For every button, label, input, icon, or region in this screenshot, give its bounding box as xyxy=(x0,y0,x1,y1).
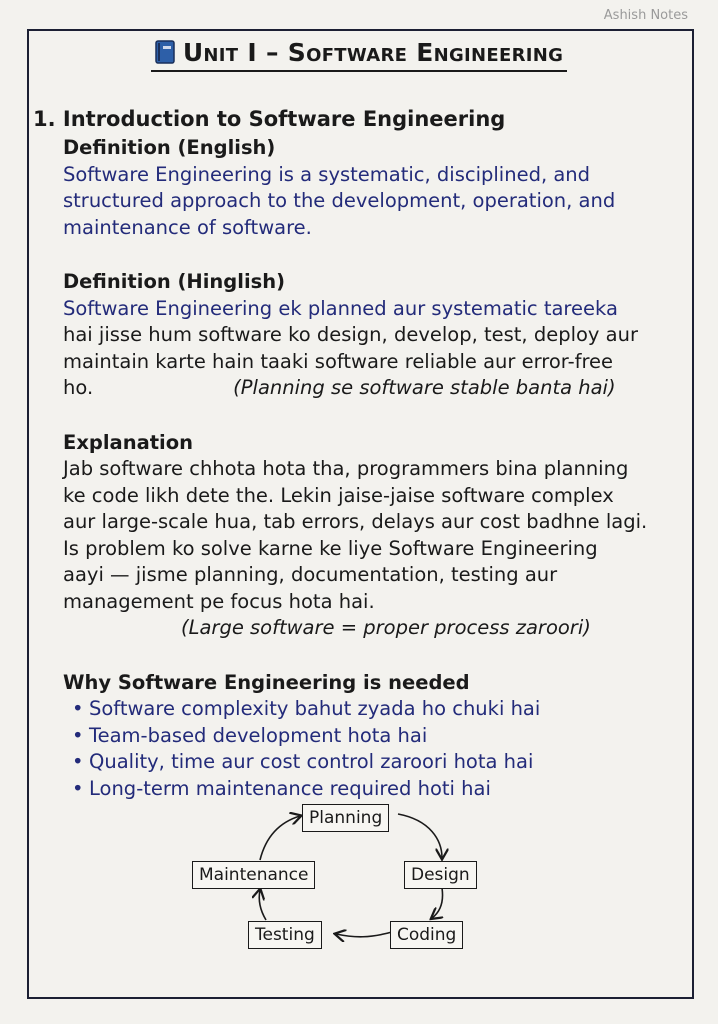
explanation-line: aayi — jisme planning, documentation, testing aur xyxy=(63,563,558,586)
definition-hinglish-heading: Definition (Hinglish) xyxy=(63,270,286,293)
cycle-node-coding: Coding xyxy=(390,921,463,949)
definition-hinglish-line: Software Engineering ek planned aur systematic tareeka xyxy=(63,296,618,320)
sdlc-cycle-diagram xyxy=(180,790,500,960)
definition-english-line: maintenance of software. xyxy=(63,215,312,239)
definition-hinglish-note: (Planning se software stable banta hai) xyxy=(233,376,616,399)
notes-content xyxy=(33,105,693,802)
page-title-text: Unit I – Software Engineering xyxy=(182,38,564,67)
arrow-testing-maintenance xyxy=(259,890,266,920)
cycle-node-testing: Testing xyxy=(248,921,322,949)
book-icon xyxy=(155,40,175,64)
list-item: • Quality, time aur cost control zaroori hota hai xyxy=(89,749,693,776)
explanation-line: management pe focus hota hai. xyxy=(63,589,375,613)
list-item: • Software complexity bahut zyada ho chuki hai xyxy=(89,696,693,723)
arrow-coding-testing xyxy=(336,932,392,937)
definition-hinglish-line: hai jisse hum software ko design, develop, test, deploy aur xyxy=(63,323,638,346)
explanation-line: Is problem ko solve karne ke liye Software Engineering xyxy=(63,536,598,560)
cycle-node-design: Design xyxy=(404,861,477,889)
definition-english-line: structured approach to the development, operation, and xyxy=(63,189,616,212)
explanation-line: ke code likh dete the. Lekin jaise-jaise software complex xyxy=(63,483,614,507)
list-item: • Long-term maintenance required hoti hai xyxy=(89,776,693,803)
definition-hinglish-last-line xyxy=(63,375,693,402)
definition-english-heading: Definition (English) xyxy=(63,136,276,159)
explanation-line: aur large-scale hua, tab errors, delays aur cost badhne lagi. xyxy=(63,510,648,533)
why-heading: Why Software Engineering is needed xyxy=(63,670,470,694)
definition-hinglish-line: maintain karte hain taaki software reliable aur error-free xyxy=(63,349,614,373)
title-block xyxy=(0,38,718,72)
section-heading: 1. Introduction to Software Engineering xyxy=(33,107,506,131)
arrow-planning-design xyxy=(398,814,442,858)
cycle-node-maintenance: Maintenance xyxy=(192,861,315,889)
explanation-line: Jab software chhota hota tha, programmers bina planning xyxy=(63,457,629,480)
arrow-design-coding xyxy=(432,888,443,918)
why-list xyxy=(63,696,693,802)
explanation-note: (Large software = proper process zaroori) xyxy=(181,616,591,639)
watermark: Ashish Notes xyxy=(603,8,688,23)
explanation-heading: Explanation xyxy=(63,430,194,454)
list-item: • Team-based development hota hai xyxy=(89,723,693,750)
arrow-maintenance-planning xyxy=(260,816,300,860)
page-title xyxy=(151,38,567,72)
definition-english-line: Software Engineering is a systematic, disciplined, and xyxy=(63,162,591,186)
definition-hinglish-end: ho. xyxy=(63,376,94,399)
cycle-node-planning: Planning xyxy=(302,804,389,832)
